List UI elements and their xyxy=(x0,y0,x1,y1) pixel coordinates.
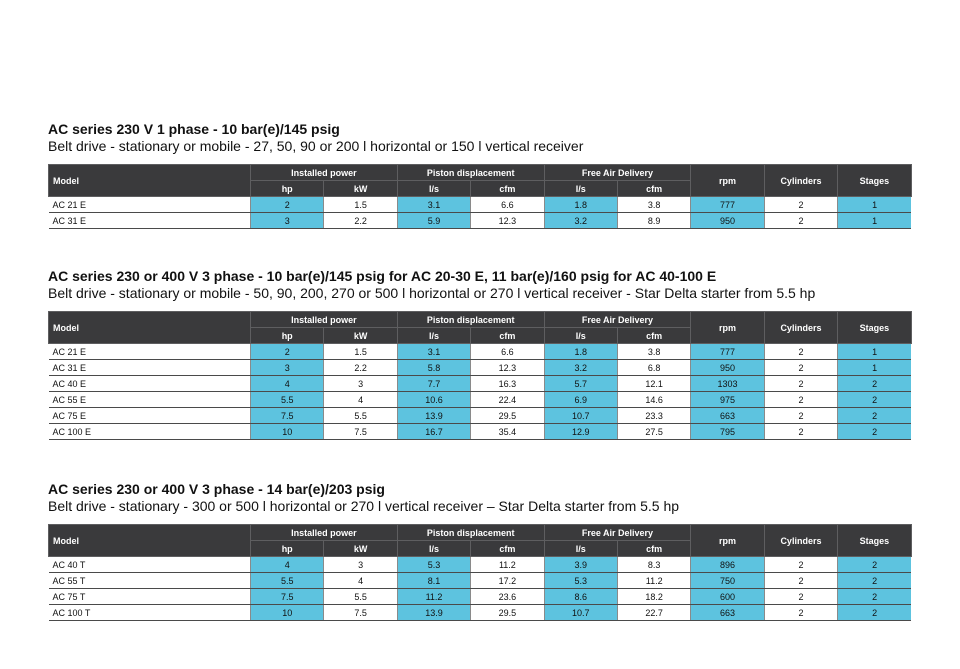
header-piston-ls: l/s xyxy=(397,541,470,557)
cell-stages: 1 xyxy=(838,360,911,376)
cell-hp: 5.5 xyxy=(251,392,324,408)
header-stages: Stages xyxy=(838,165,911,197)
table-row xyxy=(49,605,912,621)
header-piston-displacement: Piston displacement xyxy=(397,312,544,328)
cell-piston-cfm: 22.4 xyxy=(471,392,544,408)
cell-hp: 7.5 xyxy=(251,589,324,605)
table-row xyxy=(49,589,912,605)
spec-section xyxy=(48,121,911,229)
header-hp: hp xyxy=(251,181,324,197)
section-subtitle: Belt drive - stationary - 300 or 500 l horizontal or 270 l vertical receiver – Star Delta starter from 5.5 hp xyxy=(48,498,680,514)
header-fad-ls: l/s xyxy=(544,328,617,344)
cell-kw: 5.5 xyxy=(324,408,397,424)
spec-table xyxy=(48,311,912,440)
cell-model: AC 40 T xyxy=(49,557,251,573)
cell-rpm: 777 xyxy=(691,344,764,360)
cell-fad-cfm: 8.3 xyxy=(617,557,690,573)
header-free-air-delivery: Free Air Delivery xyxy=(544,312,691,328)
table-row xyxy=(49,344,912,360)
header-hp: hp xyxy=(251,541,324,557)
cell-rpm: 896 xyxy=(691,557,764,573)
cell-rpm: 975 xyxy=(691,392,764,408)
cell-stages: 1 xyxy=(838,344,911,360)
cell-piston-ls: 13.9 xyxy=(397,605,470,621)
cell-rpm: 600 xyxy=(691,589,764,605)
table-row xyxy=(49,360,912,376)
header-kw: kW xyxy=(324,541,397,557)
cell-kw: 5.5 xyxy=(324,589,397,605)
cell-fad-cfm: 23.3 xyxy=(617,408,690,424)
cell-fad-cfm: 6.8 xyxy=(617,360,690,376)
cell-cylinders: 2 xyxy=(764,360,837,376)
cell-kw: 3 xyxy=(324,376,397,392)
table-row xyxy=(49,213,912,229)
cell-cylinders: 2 xyxy=(764,424,837,440)
cell-piston-cfm: 6.6 xyxy=(471,344,544,360)
cell-piston-cfm: 17.2 xyxy=(471,573,544,589)
cell-cylinders: 2 xyxy=(764,376,837,392)
cell-cylinders: 2 xyxy=(764,392,837,408)
cell-rpm: 750 xyxy=(691,573,764,589)
header-fad-ls: l/s xyxy=(544,541,617,557)
cell-rpm: 950 xyxy=(691,213,764,229)
header-model: Model xyxy=(49,312,251,344)
cell-hp: 5.5 xyxy=(251,573,324,589)
cell-stages: 1 xyxy=(838,197,911,213)
header-stages: Stages xyxy=(838,312,911,344)
cell-kw: 2.2 xyxy=(324,360,397,376)
header-model: Model xyxy=(49,525,251,557)
cell-kw: 1.5 xyxy=(324,197,397,213)
table-row xyxy=(49,197,912,213)
header-stages: Stages xyxy=(838,525,911,557)
cell-cylinders: 2 xyxy=(764,557,837,573)
cell-piston-ls: 7.7 xyxy=(397,376,470,392)
header-free-air-delivery: Free Air Delivery xyxy=(544,525,691,541)
cell-piston-cfm: 12.3 xyxy=(471,360,544,376)
cell-hp: 10 xyxy=(251,605,324,621)
cell-fad-ls: 10.7 xyxy=(544,605,617,621)
cell-stages: 2 xyxy=(838,557,911,573)
cell-piston-cfm: 16.3 xyxy=(471,376,544,392)
header-installed-power: Installed power xyxy=(251,165,398,181)
cell-model: AC 21 E xyxy=(49,197,251,213)
header-rpm: rpm xyxy=(691,165,764,197)
section-title: AC series 230 V 1 phase - 10 bar(e)/145 psig xyxy=(48,121,340,137)
header-fad-cfm: cfm xyxy=(617,541,690,557)
header-piston-displacement: Piston displacement xyxy=(397,165,544,181)
cell-cylinders: 2 xyxy=(764,589,837,605)
table-row xyxy=(49,557,912,573)
header-installed-power: Installed power xyxy=(251,525,398,541)
header-fad-cfm: cfm xyxy=(617,328,690,344)
cell-cylinders: 2 xyxy=(764,197,837,213)
cell-fad-ls: 1.8 xyxy=(544,344,617,360)
cell-fad-cfm: 11.2 xyxy=(617,573,690,589)
header-free-air-delivery: Free Air Delivery xyxy=(544,165,691,181)
cell-rpm: 777 xyxy=(691,197,764,213)
cell-piston-ls: 10.6 xyxy=(397,392,470,408)
cell-kw: 2.2 xyxy=(324,213,397,229)
cell-model: AC 100 T xyxy=(49,605,251,621)
cell-fad-ls: 8.6 xyxy=(544,589,617,605)
header-rpm: rpm xyxy=(691,525,764,557)
header-piston-ls: l/s xyxy=(397,328,470,344)
cell-fad-cfm: 14.6 xyxy=(617,392,690,408)
cell-model: AC 55 E xyxy=(49,392,251,408)
cell-fad-cfm: 3.8 xyxy=(617,197,690,213)
cell-fad-cfm: 8.9 xyxy=(617,213,690,229)
cell-piston-ls: 5.8 xyxy=(397,360,470,376)
cell-hp: 10 xyxy=(251,424,324,440)
header-kw: kW xyxy=(324,328,397,344)
spec-section xyxy=(48,268,911,440)
cell-piston-cfm: 29.5 xyxy=(471,408,544,424)
cell-hp: 4 xyxy=(251,376,324,392)
section-subtitle: Belt drive - stationary or mobile - 27, 50, 90 or 200 l horizontal or 150 l vertical receiver xyxy=(48,138,584,154)
cell-fad-cfm: 18.2 xyxy=(617,589,690,605)
cell-cylinders: 2 xyxy=(764,213,837,229)
cell-cylinders: 2 xyxy=(764,344,837,360)
cell-model: AC 75 E xyxy=(49,408,251,424)
cell-model: AC 31 E xyxy=(49,213,251,229)
cell-piston-cfm: 12.3 xyxy=(471,213,544,229)
cell-piston-ls: 5.3 xyxy=(397,557,470,573)
cell-fad-ls: 12.9 xyxy=(544,424,617,440)
section-title: AC series 230 or 400 V 3 phase - 14 bar(e)/203 psig xyxy=(48,481,385,497)
cell-stages: 2 xyxy=(838,424,911,440)
cell-piston-ls: 16.7 xyxy=(397,424,470,440)
cell-kw: 1.5 xyxy=(324,344,397,360)
cell-model: AC 21 E xyxy=(49,344,251,360)
cell-hp: 3 xyxy=(251,360,324,376)
cell-hp: 4 xyxy=(251,557,324,573)
cell-stages: 2 xyxy=(838,408,911,424)
cell-piston-ls: 3.1 xyxy=(397,344,470,360)
cell-model: AC 55 T xyxy=(49,573,251,589)
cell-piston-cfm: 35.4 xyxy=(471,424,544,440)
cell-rpm: 950 xyxy=(691,360,764,376)
cell-piston-cfm: 6.6 xyxy=(471,197,544,213)
table-row xyxy=(49,376,912,392)
cell-stages: 2 xyxy=(838,573,911,589)
section-title: AC series 230 or 400 V 3 phase - 10 bar(e)/145 psig for AC 20-30 E, 11 bar(e)/160 psig for AC 40-100 E xyxy=(48,268,717,284)
cell-cylinders: 2 xyxy=(764,573,837,589)
cell-stages: 2 xyxy=(838,376,911,392)
section-subtitle: Belt drive - stationary or mobile - 50, 90, 200, 270 or 500 l horizontal or 270 l vertical receiver - Star Delta starter from 5.5 hp xyxy=(48,285,816,301)
cell-rpm: 795 xyxy=(691,424,764,440)
cell-fad-ls: 3.2 xyxy=(544,360,617,376)
cell-stages: 2 xyxy=(838,589,911,605)
cell-fad-cfm: 22.7 xyxy=(617,605,690,621)
cell-model: AC 31 E xyxy=(49,360,251,376)
header-piston-cfm: cfm xyxy=(471,181,544,197)
header-cylinders: Cylinders xyxy=(764,165,837,197)
cell-piston-cfm: 29.5 xyxy=(471,605,544,621)
header-piston-displacement: Piston displacement xyxy=(397,525,544,541)
header-rpm: rpm xyxy=(691,312,764,344)
cell-fad-ls: 6.9 xyxy=(544,392,617,408)
spec-table xyxy=(48,524,912,621)
cell-piston-cfm: 11.2 xyxy=(471,557,544,573)
cell-model: AC 100 E xyxy=(49,424,251,440)
cell-fad-ls: 5.7 xyxy=(544,376,617,392)
cell-piston-ls: 3.1 xyxy=(397,197,470,213)
cell-kw: 7.5 xyxy=(324,424,397,440)
cell-piston-ls: 5.9 xyxy=(397,213,470,229)
cell-stages: 2 xyxy=(838,605,911,621)
header-kw: kW xyxy=(324,181,397,197)
header-installed-power: Installed power xyxy=(251,312,398,328)
cell-cylinders: 2 xyxy=(764,605,837,621)
table-row xyxy=(49,408,912,424)
cell-cylinders: 2 xyxy=(764,408,837,424)
cell-kw: 4 xyxy=(324,573,397,589)
header-hp: hp xyxy=(251,328,324,344)
cell-stages: 1 xyxy=(838,213,911,229)
cell-model: AC 75 T xyxy=(49,589,251,605)
cell-piston-ls: 13.9 xyxy=(397,408,470,424)
cell-fad-cfm: 12.1 xyxy=(617,376,690,392)
cell-piston-cfm: 23.6 xyxy=(471,589,544,605)
cell-kw: 4 xyxy=(324,392,397,408)
cell-model: AC 40 E xyxy=(49,376,251,392)
cell-piston-ls: 11.2 xyxy=(397,589,470,605)
header-piston-cfm: cfm xyxy=(471,541,544,557)
table-row xyxy=(49,392,912,408)
cell-hp: 3 xyxy=(251,213,324,229)
cell-stages: 2 xyxy=(838,392,911,408)
cell-fad-ls: 3.9 xyxy=(544,557,617,573)
cell-fad-ls: 3.2 xyxy=(544,213,617,229)
cell-fad-ls: 5.3 xyxy=(544,573,617,589)
cell-fad-ls: 1.8 xyxy=(544,197,617,213)
header-cylinders: Cylinders xyxy=(764,525,837,557)
cell-fad-ls: 10.7 xyxy=(544,408,617,424)
header-fad-cfm: cfm xyxy=(617,181,690,197)
cell-hp: 7.5 xyxy=(251,408,324,424)
spec-table xyxy=(48,164,912,229)
header-cylinders: Cylinders xyxy=(764,312,837,344)
cell-fad-cfm: 27.5 xyxy=(617,424,690,440)
cell-hp: 2 xyxy=(251,197,324,213)
cell-hp: 2 xyxy=(251,344,324,360)
cell-rpm: 663 xyxy=(691,605,764,621)
cell-kw: 7.5 xyxy=(324,605,397,621)
table-row xyxy=(49,573,912,589)
header-piston-ls: l/s xyxy=(397,181,470,197)
cell-fad-cfm: 3.8 xyxy=(617,344,690,360)
cell-rpm: 1303 xyxy=(691,376,764,392)
cell-piston-ls: 8.1 xyxy=(397,573,470,589)
spec-section xyxy=(48,481,911,621)
cell-kw: 3 xyxy=(324,557,397,573)
cell-rpm: 663 xyxy=(691,408,764,424)
header-fad-ls: l/s xyxy=(544,181,617,197)
table-row xyxy=(49,424,912,440)
header-piston-cfm: cfm xyxy=(471,328,544,344)
header-model: Model xyxy=(49,165,251,197)
